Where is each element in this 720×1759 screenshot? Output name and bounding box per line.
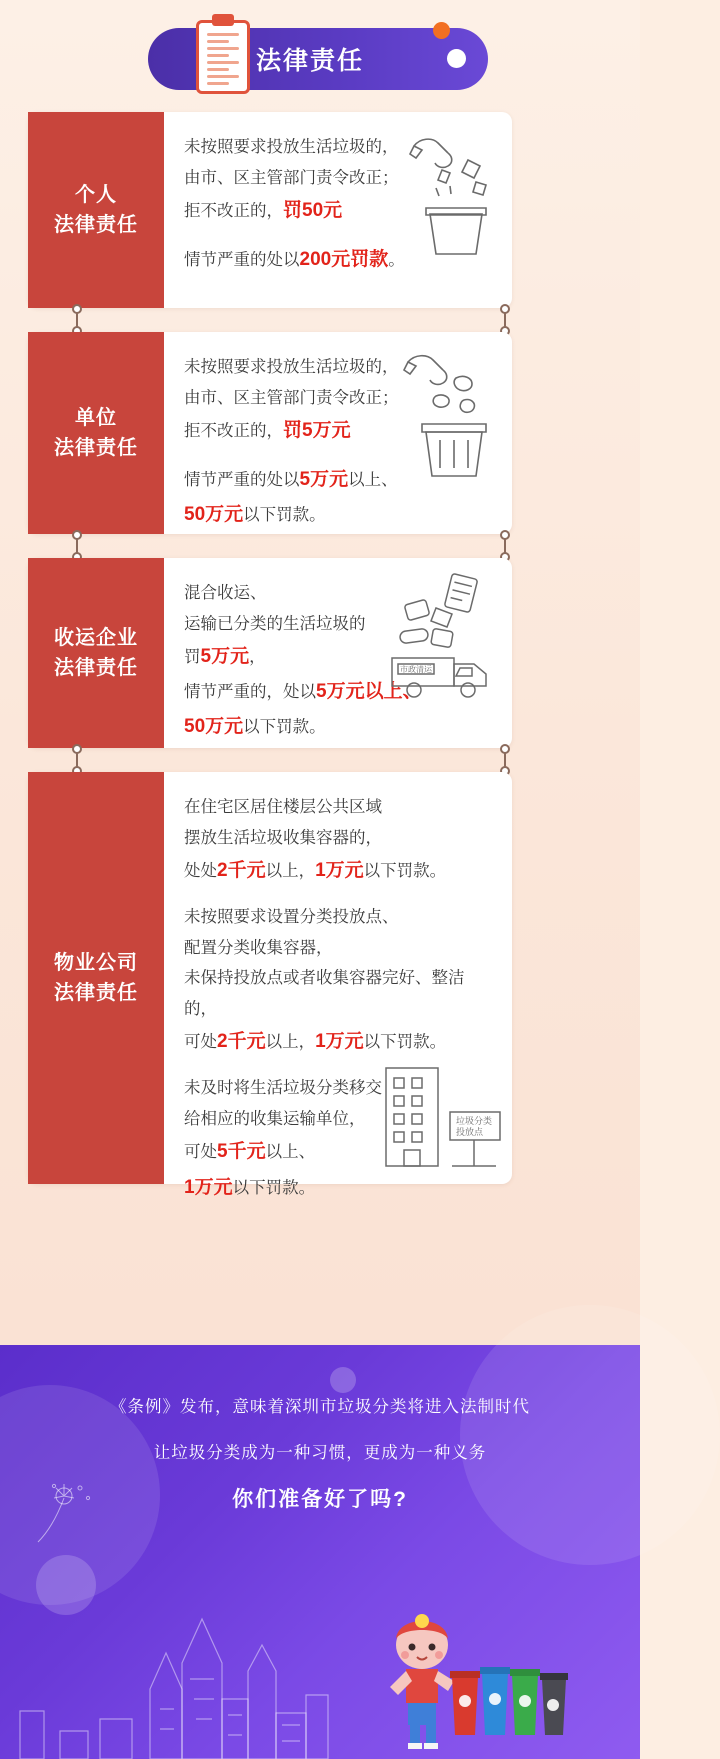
clipboard-clip [212,14,234,26]
card-personal-label-line2: 法律责任 [54,214,138,236]
svg-text:投放点: 投放点 [456,1127,484,1137]
card-personal-para1: 未按照要求投放生活垃圾的， 由市、区主管部门责令改正； 拒不改正的，罚50元 [184,138,399,222]
card-personal-body [164,112,512,308]
card-unit-label-line2: 法律责任 [54,437,138,459]
hand-dropping-trash-into-bin-icon [406,130,504,260]
connector-dot-2c [500,530,510,540]
card-unit-para2: 情节严重的处以5万元以上、 50万元以下罚款。 [184,469,398,526]
clipboard-lines [207,33,239,89]
card-unit [28,332,512,534]
card-personal-para2: 情节严重的处以200元罚款。 [184,249,405,271]
card-transport-label [28,558,164,748]
card-transport-para1: 混合收运、 运输已分类的生活垃圾的 罚5万元， 情节严重的，处以5万元以上、 50万元以下罚款。 [184,584,422,738]
connector-dot-1c [500,304,510,314]
footer-line-3: 你们准备好了吗? [232,1488,408,1511]
card-transport-body [164,558,512,748]
connector-dot-3a [72,744,82,754]
footer-line-2: 让垃圾分类成为一种习惯，更成为一种义务 [153,1444,487,1462]
truck-sign-label: 市政清运 [400,665,432,674]
card-property-para1: 在住宅区居住楼层公共区域 摆放生活垃圾收集容器的， 处处2千元以上，1万元以下罚款。 [184,798,447,882]
card-transport [28,558,512,748]
card-property-label-line2: 法律责任 [54,982,138,1004]
card-transport-label-line1: 收运企业 [54,627,138,649]
card-property-label-line1: 物业公司 [54,952,138,974]
card-unit-para1: 未按照要求投放生活垃圾的， 由市、区主管部门责令改正； 拒不改正的，罚5万元 [184,358,399,442]
svg-text:垃圾分类: 垃圾分类 [456,1116,493,1126]
card-personal-label [28,112,164,308]
header-decor-dot [447,49,466,68]
connector-dot-3c [500,744,510,754]
connector-dot-1a [72,304,82,314]
card-property-para3: 未及时将生活垃圾分类移交 给相应的收集运输单位， 可处5千元以上、 1万元以下罚款。 [184,1079,382,1198]
hand-dropping-trash-into-bin-icon [402,348,506,480]
card-property [28,772,512,1198]
footer-line-1: 《条例》发布，意味着深圳市垃圾分类将进入法制时代 [110,1398,530,1416]
garbage-truck-icon [386,572,510,702]
page-title: 法律责任 [256,47,365,75]
connector-dot-2a [72,530,82,540]
header-orange-dot [433,22,450,39]
card-personal-label-line1: 个人 [75,184,117,206]
footer-blob-4 [330,1367,356,1393]
card-unit-label-line1: 单位 [75,407,117,429]
card-personal [28,112,512,308]
clipboard-icon [196,20,250,94]
card-transport-label-line2: 法律责任 [54,657,138,679]
card-property-body [164,772,512,1198]
footer-panel [0,1345,640,1759]
dandelion-icon [30,1480,100,1550]
card-property-label [28,772,164,1184]
card-property-para2: 未按照要求设置分类投放点、 配置分类收集容器， 未保持投放点或者收集容器完好、整洁的， 可处2千元以上，1万元以下罚款。 [184,908,465,1053]
card-unit-label [28,332,164,534]
building-and-collection-point-sign-icon [378,1038,508,1170]
card-unit-body [164,332,512,534]
recycling-bins-illustration [448,1651,568,1741]
